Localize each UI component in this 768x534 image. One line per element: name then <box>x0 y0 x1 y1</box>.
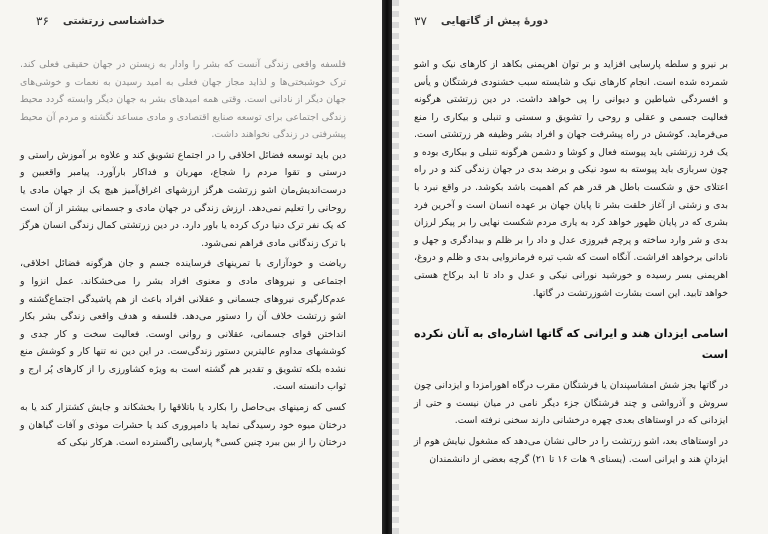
left-paragraph-2: دین باید توسعه فضائل اخلاقی را در اجتماع تشویق کند و علاوه بر آموزش راستی و درستی و تقوا مردم را شجاع، مهربان و فداکار بارآورد. پیامبر واقعبین و درست‌اندیش‌مان اشو زرتشت هرگز ارزشهای اغراق‌آمیز هیچ یک از جهان مادی یا روحانی را تعلیم نمی‌دهد. ارزش زندگی در جهان مادی و جسمانی بیشتر از آن است که یک نفر ترک دنیا درک کرده یا باور دارد. در دین زرتشتی کمال زندگی انسان هرگز با ترک زندگانی مادی فراهم نمی‌شود. <box>20 149 346 249</box>
right-page-body <box>414 56 728 471</box>
left-paragraph-1: فلسفه واقعی زندگی آنست که بشر را وادار به زیستن در جهان حقیقی فعلی کند. ترک خوشبختی‌ها و لذاید مجاز جهان فعلی به امید رسیدن به نعمات و خوشی‌های جهان دیگر از نادانی است. وقتی همه امیدهای بشر به جهان دیگر وابسته گردد محیط زندگی اجتماعی برای توسعه صنایع اقتصادی و مادی مساعد نگشته و مردم آن محیط پیشرفتی در زندگی نخواهند داشت. <box>20 59 346 141</box>
right-paragraph-1: بر نیرو و سلطه پارسایی افزاید و بر توان اهریمنی بکاهد از کارهای نیک و اشو شمرده شده است. انجام کارهای نیک و شایسته سبب خشنودی فرشتگان و یأس و افسردگی شیاطین و دیوانی را پی خواهد داشت. در دین زرتشتی هرگونه فعالیت جسمی و عقلی و روحی را تشویق و سستی و تنبلی و بیکاری را منع می‌فرماید. کوشش در راه پیشرفت جهان و افراد بشر وظیفه هر زرتشتی است. یک فرد زرتشتی باید پیوسته فعال و کوشا و دشمن هرگونه تنبلی و بیکاری بوده و چون سربازی باید پیوسته به سود نیکی و برضد بدی در جهان زندگی کند و در راه اعتلای حق و شکست باطل هر قدر هم کم اهمیت باشد بکوشد. در واقع نبرد با بدی و زشتی از آغاز خلقت بشر تا پایان جهان بر عهده انسان است و آخرین فرد بشری که در پایان ظهور خواهد کرد به یاری مردم شکست نهایی را بر پیکر لرزان بدی و شر وارد ساخته و پرچم فیروزی عدل و داد را بر ظلم و بیدادگری و جهل و نادانی برخواهد افراشت. آنگاه است که شب تیره فرمانروایی بدی و ظلم و دروغ، اهریمنی بسر رسیده و خورشید نورانی نیکی و عدل و داد تا ابد برکاخ هستی خواهد تابید. این است بشارت اشوزرتشت در گاتها. <box>414 59 728 299</box>
book-spine <box>382 0 392 534</box>
right-running-title: دورهٔ پیش از گاتهایی <box>440 15 549 27</box>
left-page <box>0 0 382 534</box>
left-page-body <box>20 56 346 455</box>
left-running-title: خداشناسی زرتشتی <box>62 15 165 27</box>
left-paragraph-3: ریاضت و خودآزاری با تمرینهای فرساینده جسم و جان هرگونه فضائل اخلاقی، اجتماعی و نیروهای مادی و معنوی افراد بشر را می‌خشکاند. عمل انزوا و عدم‌کارگیری نیروهای جسمانی و عقلانی افراد باعث از هم پاشیدگی اجتماع‌گشته و اشو زرتشت خلاف آن را دستور می‌دهد. فلسفه و هدف واقعی زندگی بشر بکار انداختن قوای جسمانی، عقلانی و روانی اوست. فعالیت سخت و کار جدی و کوششهای مداوم عالیترین دستور زندگی‌ست. در این دین نه تنها کار و کوشش منع نشده بلکه تشویق و تقدیر هم گشته است به ویژه کشاورزی را از کارهای پُر ارج و ثواب دانسته است. <box>20 258 346 393</box>
page-edge-marks <box>392 0 399 534</box>
section-title: اسامی ایزدان هند و ایرانی که گاتها اشاره‌ای به آنان نکرده است <box>414 327 728 361</box>
right-page <box>392 0 768 534</box>
right-page-number: ۳۷ <box>414 14 427 28</box>
section-paragraph-1: در گاتها بجز شش امشاسپندان یا فرشتگان مقرب درگاه اهورامزدا و ایزدانی چون سروش و آذرواشی و چند فرشتگان جزء دیگر نامی در میان نیست و حتی از ایزدانی که در اوستاهای بعدی چهره درخشانی دارند سخنی نرفته است. <box>414 380 728 427</box>
left-page-header <box>36 10 362 32</box>
section-paragraph-2: در اوستاهای بعد، اشو زرتشت را در حالی نشان می‌دهد که مشغول نیایش هوم از ایزدانِ هند و ایرانی است. (یسنای ۹ هات ۱۶ تا ۲۱) گرچه بعضی از دانشمندان <box>414 435 728 465</box>
left-paragraph-4: کسی که زمینهای بی‌حاصل را بکارد یا باتلاقها را بخشکاند و جایش کشتزار کند یا به درختان میوه خود رسیدگی نماید یا دامپروری کند یا حشرات موذی و آفات گیاهان و درختان را از بین ببرد چنین کسی* پارسایی راگسترده است. هرکار نیکی که <box>20 401 346 449</box>
left-page-number: ۳۶ <box>36 14 49 28</box>
right-page-header <box>414 10 732 32</box>
